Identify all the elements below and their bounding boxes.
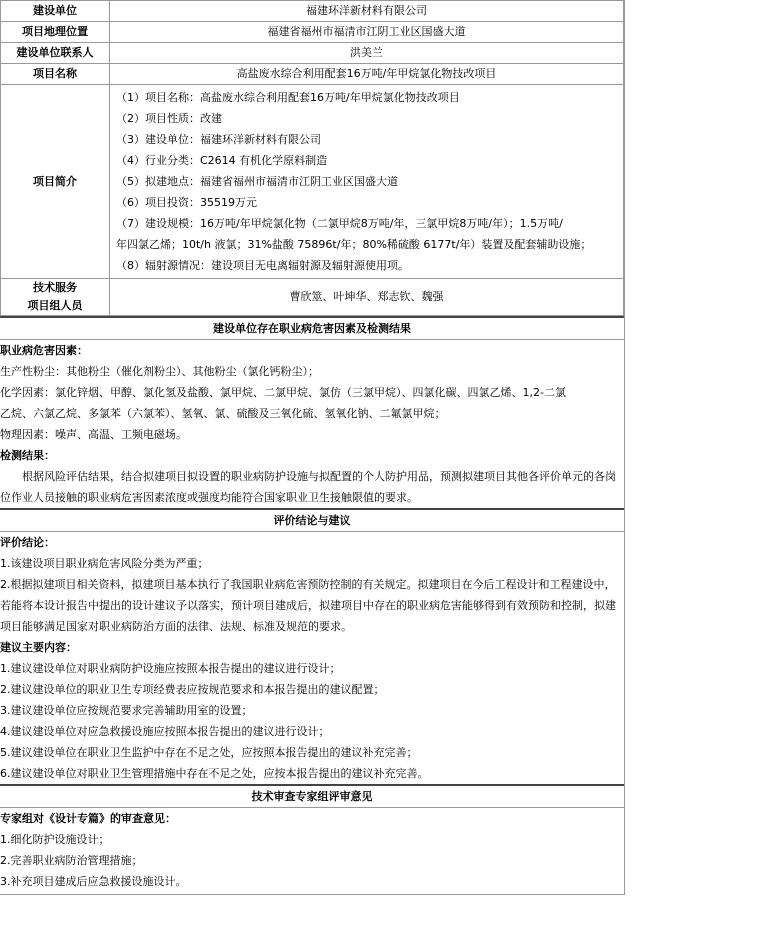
intro-line: （8）辐射源情况：建设项目无电离辐射源及辐射源使用项。: [116, 259, 409, 272]
hazard-factors-heading: 职业病危害因素：: [0, 344, 88, 357]
project-info-table: [0, 0, 624, 316]
expert-opinion-item: 3.补充项目建成后应急救援设施设计。: [0, 875, 187, 888]
expert-review-section: [0, 808, 624, 895]
intro-line: 年四氯乙烯；10t/h 液氯；31%盐酸 75896t/年；80%稀硫酸 6177t/年）装置及配套辅助设施；: [116, 238, 592, 251]
expert-opinion-item: 1.细化防护设施设计；: [0, 833, 110, 846]
chemical-factors-line2: 乙烷、六氯乙烷、多氯苯（六氯苯）、氢氧、氯、硫酸及三氧化硫、氢氧化钠、二氟氯甲烷；: [0, 407, 446, 420]
intro-line: （6）项目投资：35519万元: [116, 196, 257, 209]
section-title-expert-review: 技术审查专家组评审意见: [0, 784, 624, 808]
intro-line: （7）建设规模：16万吨/年甲烷氯化物（二氯甲烷8万吨/年，三氯甲烷8万吨/年）；1.5万吨/: [116, 217, 563, 230]
intro-line: （3）建设单位：福建环洋新材料有限公司: [116, 133, 321, 146]
table-row: [1, 22, 624, 43]
table-row: [1, 43, 624, 64]
test-results-heading: 检测结果：: [0, 449, 55, 462]
table-row: [1, 64, 624, 85]
intro-line: （2）项目性质：改建: [116, 112, 222, 125]
suggestion-item: 3.建议建设单位应按规范要求完善辅助用室的设置；: [0, 704, 253, 717]
project-intro-label: 项目简介: [1, 85, 110, 279]
contact-value: 洪美兰: [110, 43, 624, 64]
conclusion-heading: 评价结论：: [0, 536, 55, 549]
hazards-section: [0, 340, 624, 508]
suggestion-item: 5.建议建设单位在职业卫生监护中存在不足之处，应按照本报告提出的建议补充完善；: [0, 746, 418, 759]
intro-line: （1）项目名称：高盐废水综合利用配套16万吨/年甲烷氯化物技改项目: [116, 91, 460, 104]
construction-unit-value: 福建环洋新材料有限公司: [110, 1, 624, 22]
table-row: [1, 279, 624, 316]
team-label-line2: 项目组人员: [27, 299, 83, 312]
construction-unit-label: 建设单位: [1, 1, 110, 22]
project-intro-value: [110, 85, 624, 279]
conclusion-item: 2.根据拟建项目相关资料，拟建项目基本执行了我国职业病危害预防控制的有关规定。拟建项目在今后工程设计和工程建设中，若能将本设计报告中提出的设计建议予以落实，预计项目建成后，拟建项目中存在的职业病危害能够得到有效预防和控制，拟建项目能够满足国家对职业病防治方面的法律、法规、标准及规范的要求。: [0, 578, 616, 633]
project-name-label: 项目名称: [1, 64, 110, 85]
suggestions-heading: 建议主要内容：: [0, 641, 77, 654]
location-value: 福建省福州市福清市江阴工业区国盛大道: [110, 22, 624, 43]
section-title-hazards: 建设单位存在职业病危害因素及检测结果: [0, 316, 624, 340]
test-results-text: 根据风险评估结果，结合拟建项目拟设置的职业病防护设施与拟配置的个人防护用品，预测拟建项目其他各评价单元的各岗位作业人员接触的职业病危害因素浓度或强度均能符合国家职业卫生接触限值的要求。: [0, 470, 616, 504]
conclusion-item: 1.该建设项目职业病危害风险分类为严重；: [0, 557, 209, 570]
expert-opinion-heading: 专家组对《设计专篇》的审查意见：: [0, 812, 176, 825]
suggestion-item: 6.建议建设单位对职业卫生管理措施中存在不足之处，应按本报告提出的建议补充完善。: [0, 767, 429, 780]
suggestion-item: 4.建议建设单位对应急救援设施应按照本报告提出的建议进行设计；: [0, 725, 330, 738]
expert-opinion-item: 2.完善职业病防治管理措施；: [0, 854, 143, 867]
team-members-value: 曹欣筮、叶坤华、郑志钦、魏强: [110, 279, 624, 316]
contact-label: 建设单位联系人: [1, 43, 110, 64]
location-label: 项目地理位置: [1, 22, 110, 43]
suggestion-item: 1.建议建设单位对职业病防护设施应按照本报告提出的建议进行设计；: [0, 662, 341, 675]
physical-factors: 物理因素：噪声、高温、工频电磁场。: [0, 428, 187, 441]
chemical-factors-line1: 化学因素：氯化锌烟、甲醇、氯化氢及盐酸、氯甲烷、二氯甲烷、氯仿（三氯甲烷）、四氯化碳、四氯乙烯、1,2-二氯: [0, 386, 566, 399]
intro-line: （4）行业分类：C2614 有机化学原料制造: [116, 154, 328, 167]
dust-factors: 生产性粉尘：其他粉尘（催化剂粉尘）、其他粉尘（氯化钙粉尘）；: [0, 365, 319, 378]
table-row: [1, 1, 624, 22]
project-name-value: 高盐废水综合利用配套16万吨/年甲烷氯化物技改项目: [110, 64, 624, 85]
section-title-conclusion: 评价结论与建议: [0, 508, 624, 532]
intro-line: （5）拟建地点：福建省福州市福清市江阴工业区国盛大道: [116, 175, 398, 188]
team-label: [1, 279, 110, 316]
table-row: [1, 85, 624, 279]
team-label-line1: 技术服务: [33, 281, 77, 294]
suggestion-item: 2.建议建设单位的职业卫生专项经费表应按规范要求和本报告提出的建议配置；: [0, 683, 385, 696]
conclusion-section: [0, 532, 624, 784]
